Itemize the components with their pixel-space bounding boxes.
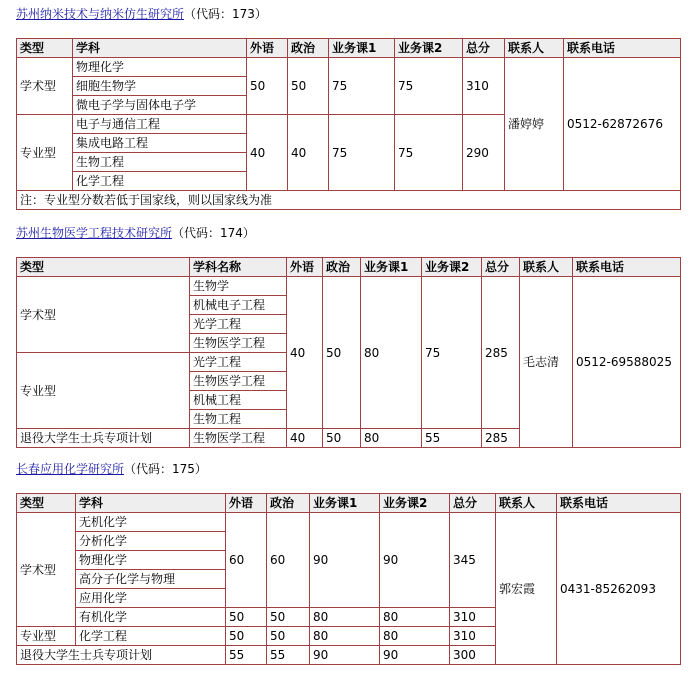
course1-score: 75: [329, 115, 395, 191]
header-contact: 联系人: [520, 258, 573, 277]
subject-cell: 化学工程: [73, 172, 247, 191]
subject-cell: 微电子学与固体电子学: [73, 96, 247, 115]
header-course1: 业务课1: [361, 258, 422, 277]
subject-cell: 有机化学: [76, 608, 226, 627]
foreign-score: 55: [226, 646, 267, 665]
institute-heading-175: [16, 461, 207, 477]
total-score: 345: [450, 513, 496, 608]
foreign-score: 40: [287, 429, 323, 448]
subject-cell: 生物医学工程: [190, 429, 287, 448]
note-row: [17, 191, 681, 210]
subject-cell: 物理化学: [76, 551, 226, 570]
politics-score: 55: [267, 646, 310, 665]
subject-cell: 应用化学: [76, 589, 226, 608]
course1-score: 90: [310, 646, 380, 665]
course2-score: 75: [395, 58, 463, 115]
institute-code: （代码：173）: [184, 7, 267, 21]
header-total: 总分: [450, 494, 496, 513]
header-type: 类型: [17, 39, 73, 58]
total-score: 310: [463, 58, 505, 115]
course2-score: 90: [380, 513, 450, 608]
header-subject: 学科: [73, 39, 247, 58]
table-row: [17, 277, 681, 296]
header-course2: 业务课2: [380, 494, 450, 513]
institute-code: （代码：175）: [124, 462, 207, 476]
subject-cell: 无机化学: [76, 513, 226, 532]
type-cell: 学术型: [17, 277, 190, 353]
subject-cell: 集成电路工程: [73, 134, 247, 153]
type-cell: 专业型: [17, 627, 76, 646]
header-phone: 联系电话: [557, 494, 681, 513]
header-subject: 学科名称: [190, 258, 287, 277]
politics-score: 50: [267, 608, 310, 627]
institute-link[interactable]: 苏州生物医学工程技术研究所: [16, 226, 173, 240]
course1-score: 90: [310, 513, 380, 608]
total-score: 300: [450, 646, 496, 665]
politics-score: 50: [288, 58, 329, 115]
score-table-175: [16, 493, 681, 665]
subject-cell: 生物工程: [190, 410, 287, 429]
header-foreign: 外语: [287, 258, 323, 277]
total-score: 285: [482, 277, 520, 429]
subject-cell: 生物医学工程: [190, 334, 287, 353]
score-table-173: [16, 38, 681, 210]
contact-person: 毛志清: [520, 277, 573, 448]
subject-cell: 生物工程: [73, 153, 247, 172]
header-politics: 政治: [288, 39, 329, 58]
subject-cell: 电子与通信工程: [73, 115, 247, 134]
politics-score: 50: [323, 429, 361, 448]
foreign-score: 50: [226, 608, 267, 627]
note-cell: 注：专业型分数若低于国家线，则以国家线为准: [17, 191, 681, 210]
header-total: 总分: [482, 258, 520, 277]
table-row: [17, 513, 681, 532]
subject-cell: 机械电子工程: [190, 296, 287, 315]
foreign-score: 40: [247, 115, 288, 191]
subject-cell: 细胞生物学: [73, 77, 247, 96]
total-score: 310: [450, 608, 496, 627]
header-contact: 联系人: [505, 39, 564, 58]
header-row: [17, 258, 681, 277]
header-type: 类型: [17, 494, 76, 513]
course2-score: 75: [395, 115, 463, 191]
type-cell: 专业型: [17, 353, 190, 429]
course2-score: 80: [380, 608, 450, 627]
header-course1: 业务课1: [310, 494, 380, 513]
contact-phone: 0431-85262093: [557, 513, 681, 665]
course1-score: 80: [361, 277, 422, 429]
contact-phone: 0512-69588025: [573, 277, 681, 448]
politics-score: 60: [267, 513, 310, 608]
total-score: 290: [463, 115, 505, 191]
header-politics: 政治: [267, 494, 310, 513]
foreign-score: 60: [226, 513, 267, 608]
course2-score: 90: [380, 646, 450, 665]
foreign-score: 50: [247, 58, 288, 115]
header-foreign: 外语: [226, 494, 267, 513]
institute-link[interactable]: 长春应用化学研究所: [16, 462, 125, 476]
course1-score: 80: [361, 429, 422, 448]
score-table-174: [16, 257, 681, 448]
subject-cell: 光学工程: [190, 315, 287, 334]
type-cell: 学术型: [17, 513, 76, 627]
foreign-score: 50: [226, 627, 267, 646]
course1-score: 80: [310, 608, 380, 627]
subject-cell: 物理化学: [73, 58, 247, 77]
header-phone: 联系电话: [564, 39, 681, 58]
institute-code: （代码：174）: [172, 226, 255, 240]
politics-score: 40: [288, 115, 329, 191]
course2-score: 55: [422, 429, 482, 448]
header-row: [17, 494, 681, 513]
institute-link[interactable]: 苏州纳米技术与纳米仿生研究所: [16, 7, 185, 21]
subject-cell: 分析化学: [76, 532, 226, 551]
subject-cell: 机械工程: [190, 391, 287, 410]
subject-cell: 光学工程: [190, 353, 287, 372]
politics-score: 50: [267, 627, 310, 646]
contact-person: 郭宏霞: [496, 513, 557, 665]
type-cell: 退役大学生士兵专项计划: [17, 646, 226, 665]
header-subject: 学科: [76, 494, 226, 513]
contact-person: 潘婷婷: [505, 58, 564, 191]
header-row: [17, 39, 681, 58]
header-politics: 政治: [323, 258, 361, 277]
course1-score: 75: [329, 58, 395, 115]
course1-score: 80: [310, 627, 380, 646]
total-score: 310: [450, 627, 496, 646]
type-cell: 专业型: [17, 115, 73, 191]
header-total: 总分: [463, 39, 505, 58]
total-score: 285: [482, 429, 520, 448]
politics-score: 50: [323, 277, 361, 429]
header-type: 类型: [17, 258, 190, 277]
contact-phone: 0512-62872676: [564, 58, 681, 191]
header-course2: 业务课2: [422, 258, 482, 277]
type-cell: 退役大学生士兵专项计划: [17, 429, 190, 448]
type-cell: 学术型: [17, 58, 73, 115]
subject-cell: 化学工程: [76, 627, 226, 646]
institute-heading-174: [16, 225, 255, 241]
header-course1: 业务课1: [329, 39, 395, 58]
header-foreign: 外语: [247, 39, 288, 58]
subject-cell: 生物学: [190, 277, 287, 296]
course2-score: 75: [422, 277, 482, 429]
header-course2: 业务课2: [395, 39, 463, 58]
table-row: [17, 58, 681, 77]
institute-heading-173: [16, 6, 267, 22]
header-contact: 联系人: [496, 494, 557, 513]
subject-cell: 生物医学工程: [190, 372, 287, 391]
header-phone: 联系电话: [573, 258, 681, 277]
subject-cell: 高分子化学与物理: [76, 570, 226, 589]
course2-score: 80: [380, 627, 450, 646]
foreign-score: 40: [287, 277, 323, 429]
